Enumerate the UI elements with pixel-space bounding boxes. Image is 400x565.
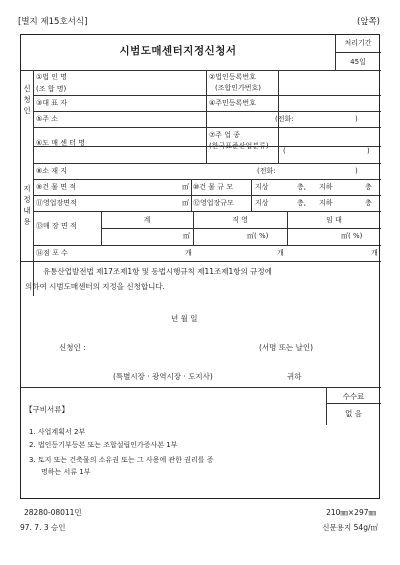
applicant-signature-label: 신청인 : [59, 343, 86, 352]
applicant-address-label: ⑤주 소 [36, 115, 59, 123]
processing-period-value: 45일 [350, 58, 366, 66]
industry-sublabel: (한국표준산업분류) [209, 142, 269, 150]
required-documents-title: 【구비서류】 [25, 405, 69, 414]
business-scale-label: ⑫영업장규모 [193, 199, 234, 207]
corp-name-label: ①법 인 명 [36, 73, 68, 81]
paper-size: 210㎜×297㎜ [326, 508, 376, 517]
document-item: 2. 법인등기부등본 또는 조합설립인가증사본 1부 [29, 441, 178, 449]
paper-type: 신문용지 54g/㎡ [322, 523, 378, 532]
statement-line-1: 유통산업발전법 제17조제1항 및 동법시행규칙 제11조제1항의 규정에 [43, 267, 272, 276]
stores-label: ⑭점 포 수 [36, 249, 68, 257]
building-area-label: ⑨건 물 면 적 [36, 183, 76, 191]
corp-reg-sublabel: (조합인가번호) [215, 84, 262, 92]
document-item: 3. 토지 또는 건축물의 소유권 또는 그 사용에 관한 권리를 증 [29, 456, 214, 464]
building-scale-label: ⑩건 물 규 모 [193, 183, 233, 191]
designation-section-label: 지 정 내 용 [23, 184, 31, 226]
location-phone-label: (전화: [257, 167, 276, 175]
applicant-phone-label: (전화: [275, 115, 294, 123]
document-item: 1. 사업계획서 2부 [29, 428, 86, 436]
signature-note: (서명 또는 날인) [259, 343, 314, 352]
applicant-section-label: 신 청 인 [23, 84, 31, 115]
statement-line-2: 의하여 시범도매센터의 지정을 신청합니다. [25, 282, 165, 291]
sales-col-total: 계 [143, 216, 151, 224]
approval-date: 97. 7. 3 승인 [20, 523, 66, 532]
sales-col-lease: 임 대 [326, 216, 342, 224]
representative-label: ③대 표 자 [36, 99, 68, 107]
fee-value: 없 음 [345, 409, 362, 418]
sales-area-label: ⑬매 장 면 적 [36, 222, 77, 230]
addressee: (특별시장 · 광역시장 · 도지사) [113, 372, 213, 381]
document-item: 명하는 서류 1부 [41, 468, 91, 476]
business-area-label: ⑪영업장면적 [36, 199, 77, 207]
form-code: 28280-08011민 [24, 508, 82, 517]
industry-label: ⑦주 업 종 [209, 131, 241, 139]
corp-name-sublabel: (조 합 명) [36, 85, 67, 93]
center-name-label: ⑥도 매 센 터 명 [36, 139, 85, 147]
form-title: 시범도매센터지정신청서 [119, 45, 237, 57]
form-number: [별지 제15호서식] [18, 17, 88, 27]
sales-col-direct: 직 영 [232, 216, 248, 224]
honorific: 귀하 [287, 372, 302, 381]
application-date: 년 월 일 [171, 314, 198, 323]
corp-reg-label: ②법인등록번호 [209, 73, 256, 81]
location-label: ⑧소 재 지 [36, 167, 68, 175]
page-side-label: (앞쪽) [356, 17, 380, 27]
application-form: 시범도매센터지정신청서 처리기간 45일 신 청 인 ①법 인 명 (조 합 명) ②법인등록번호 (조합인가번호) ③대 표 자 ④주민등록번호 ⑤주 소 (전화: ) 지 정 내 용 ⑥도 매 센 터 명 ⑦주 업 종 (한국표준산업분류) ( ) ⑧소 재 지 (전화: ) ⑨건 물 면 적 ㎡ ⑩건 물 규 모 지상 층, 지하 층 ⑪영업장면적 ㎡ ⑫영업장규모 지상 층, 지하 층 ⑬매 장 면 적 계 직 영 임 대 ㎡ ㎡( %) ㎡( %) ⑭점 포 수 개 개 개 유통산업발전법 제17조제1항 및 동법시행규칙 제11조제1항의 규정에 의하여 시범도매센터의 지정을 신청합니다. 년 월 일 신청인 : (서명 또는 날인) (특별시장 · 광역시장 · 도지사) 귀하 수수료 없 음 【구비서류】 1. 사업계획서 2부 2. 법인등기부등본 또는 조합설립인가증사본 1부 3. 토지 또는 건축물의 소유권 또는 그 사용에 관한 권리를 증 명하는 서류 1부 [20, 34, 380, 499]
resident-number-label: ④주민등록번호 [209, 99, 256, 107]
processing-period-label: 처리기간 [344, 39, 372, 47]
fee-label: 수수료 [342, 392, 365, 401]
